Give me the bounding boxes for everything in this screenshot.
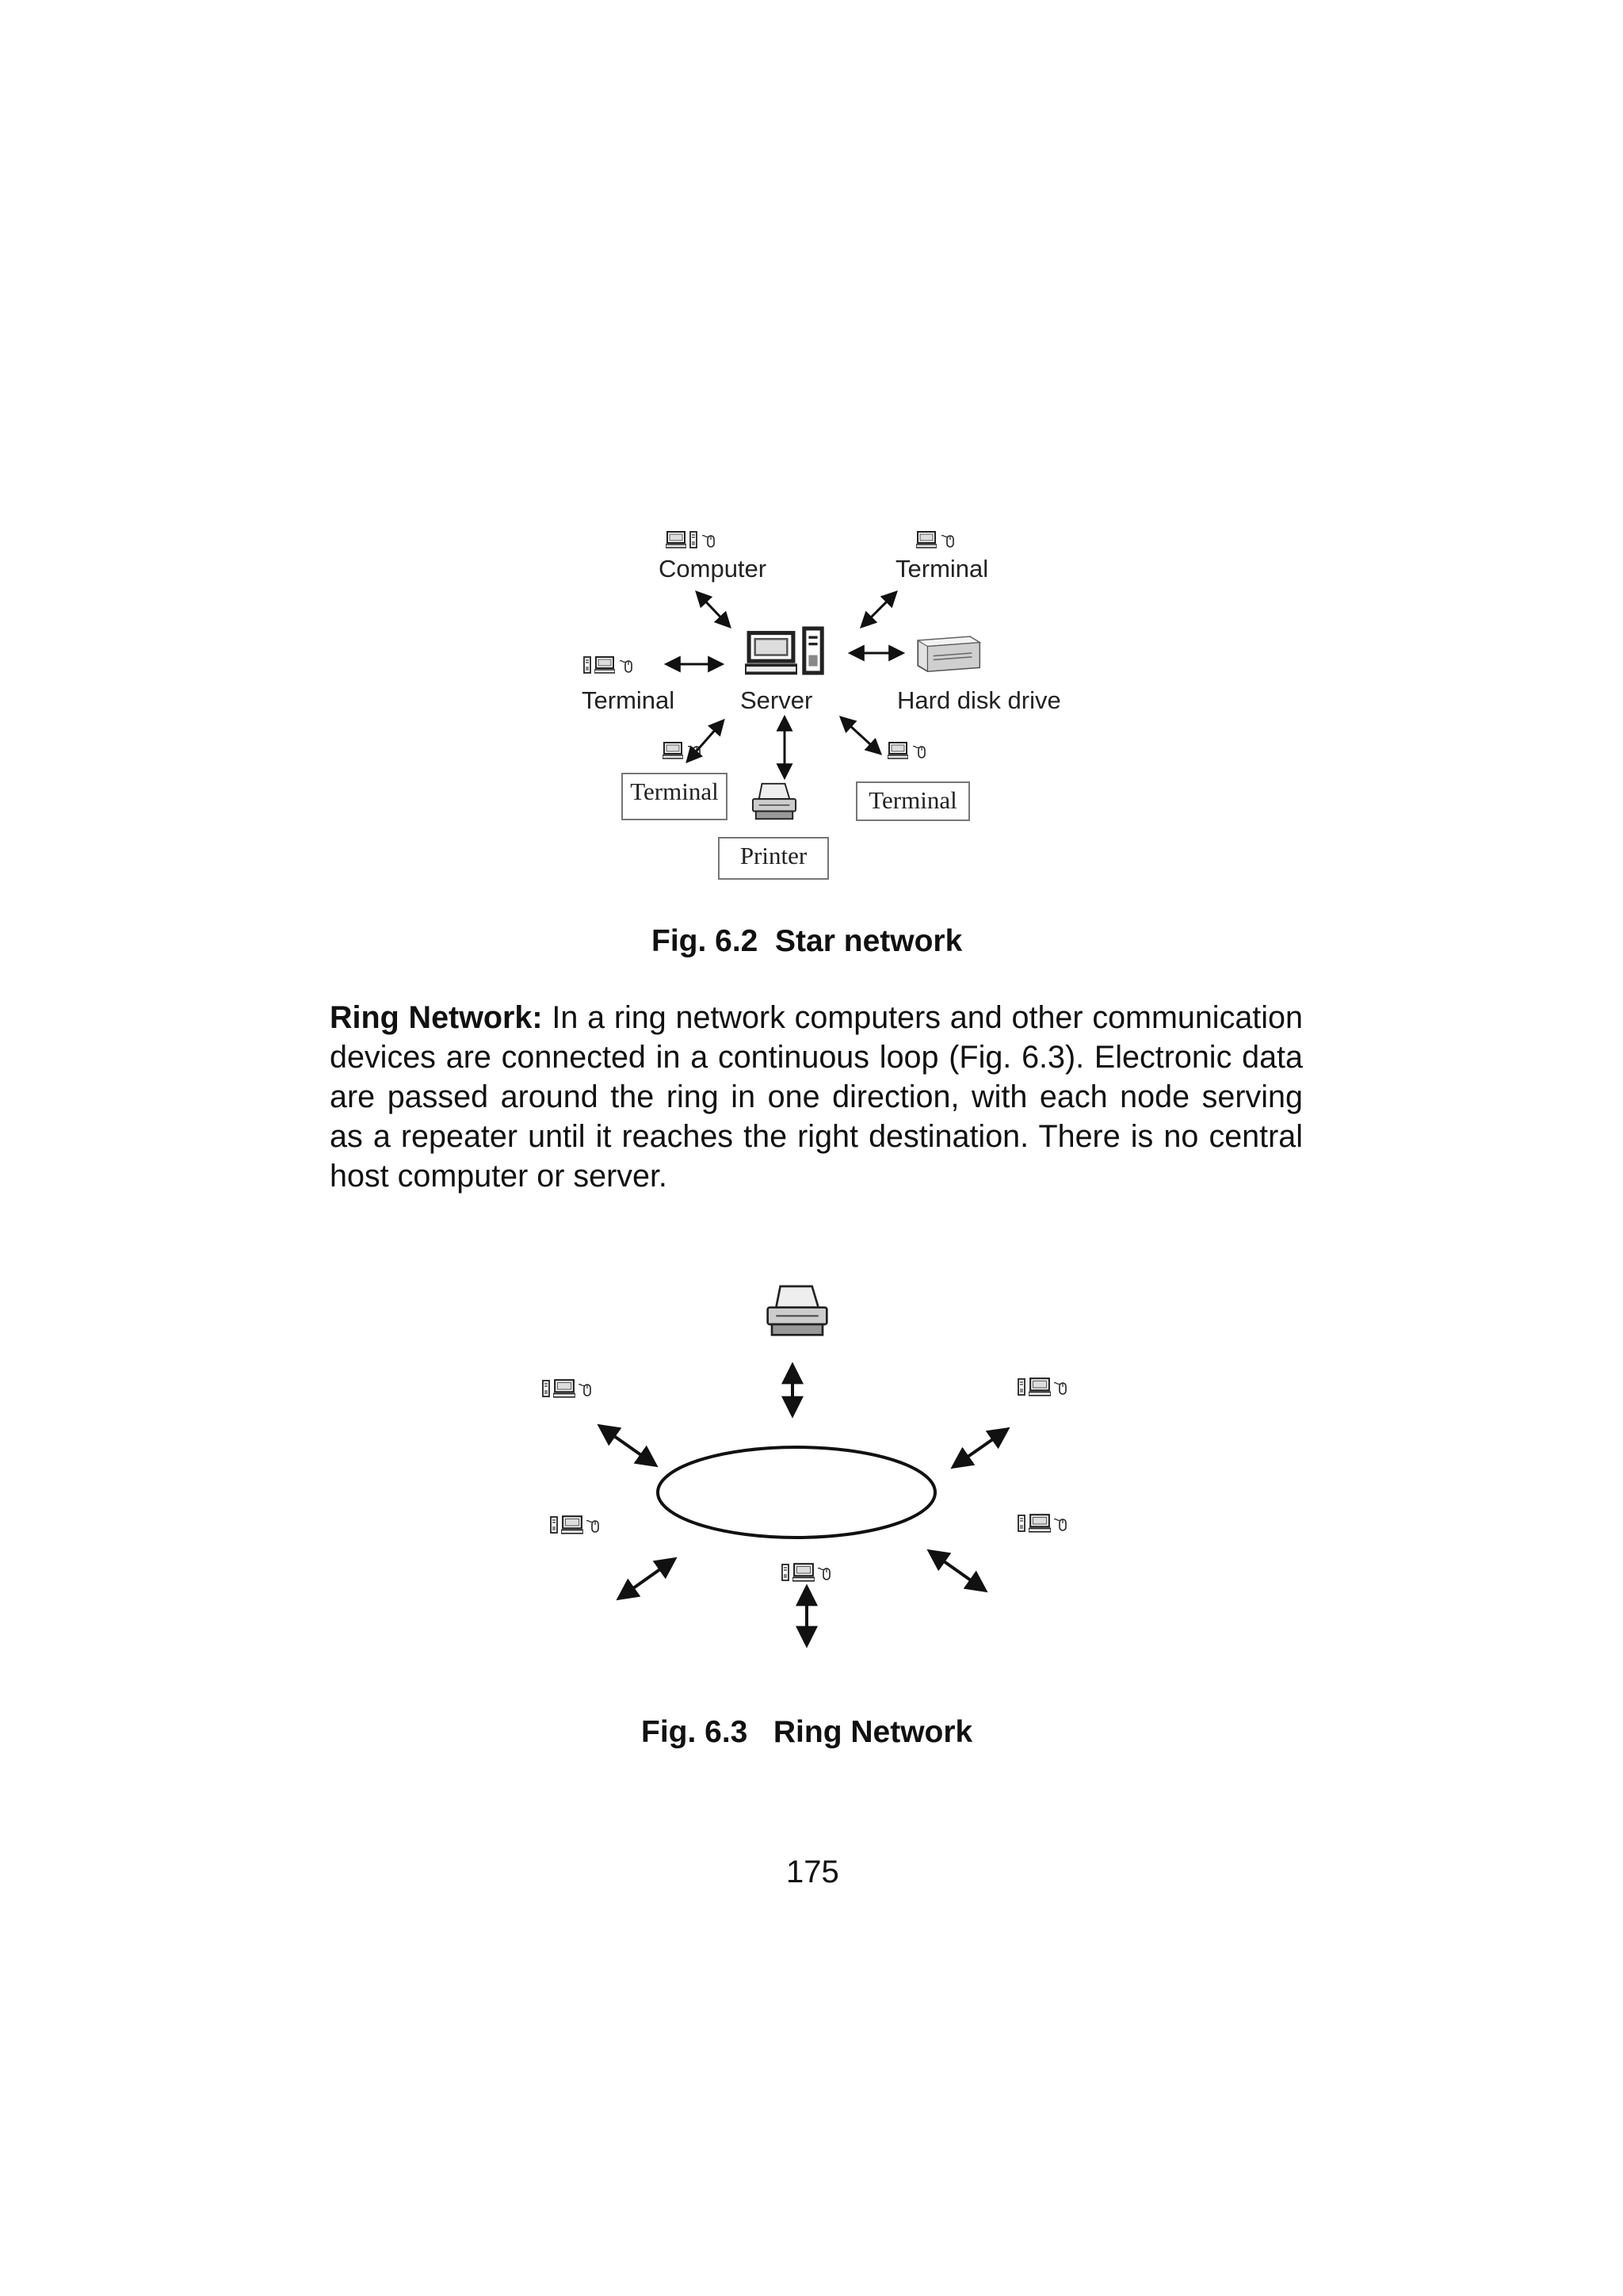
terminal-icon	[543, 1380, 590, 1397]
printer-box: Printer	[718, 837, 829, 880]
arrow-bottomright-ring	[930, 1552, 984, 1590]
star-arrows	[0, 0, 1623, 991]
ring-loop	[658, 1447, 935, 1538]
arrow-server-terminal-box-left	[688, 721, 723, 761]
arrow-topleft-ring	[601, 1427, 655, 1465]
terminal-icon	[1018, 1515, 1066, 1532]
terminal-icon	[1018, 1378, 1066, 1396]
hard-disk-label: Hard disk drive	[897, 686, 1061, 714]
ring-figure-caption: Fig. 6.3 Ring Network	[641, 1715, 973, 1749]
arrow-topright-ring	[954, 1430, 1006, 1466]
arrow-server-terminal-box-right	[842, 718, 880, 753]
computer-label: Computer	[659, 555, 767, 583]
arrow-computer-server	[697, 593, 729, 626]
terminal-left-label: Terminal	[582, 686, 675, 714]
server-label: Server	[740, 686, 813, 714]
star-network-figure	[0, 0, 1623, 991]
ring-network-heading: Ring Network:	[330, 1000, 543, 1035]
ring-network-paragraph	[330, 998, 1303, 1196]
arrow-terminal-top-server	[862, 593, 896, 626]
ring-network-body: In a ring network computers and other communication devices are connected in a continuous loop (Fig. 6.3). Electronic data are passed around the ring in one direction, with each node serving as a repeater until it reaches the right destination. There is no central host computer or server.	[330, 1000, 1303, 1194]
arrow-bottomleft-ring	[620, 1560, 674, 1598]
page-number: 175	[786, 1855, 839, 1889]
ring-network-figure	[491, 1252, 1125, 1680]
terminal-icon	[551, 1516, 598, 1534]
terminal-top-label: Terminal	[896, 555, 989, 583]
terminal-box-right: Terminal	[856, 781, 970, 821]
printer-icon	[768, 1286, 827, 1335]
ring-diagram	[491, 1252, 1125, 1680]
star-figure-caption: Fig. 6.2 Star network	[651, 924, 963, 958]
terminal-box-left: Terminal	[621, 773, 727, 820]
terminal-icon	[782, 1564, 830, 1581]
